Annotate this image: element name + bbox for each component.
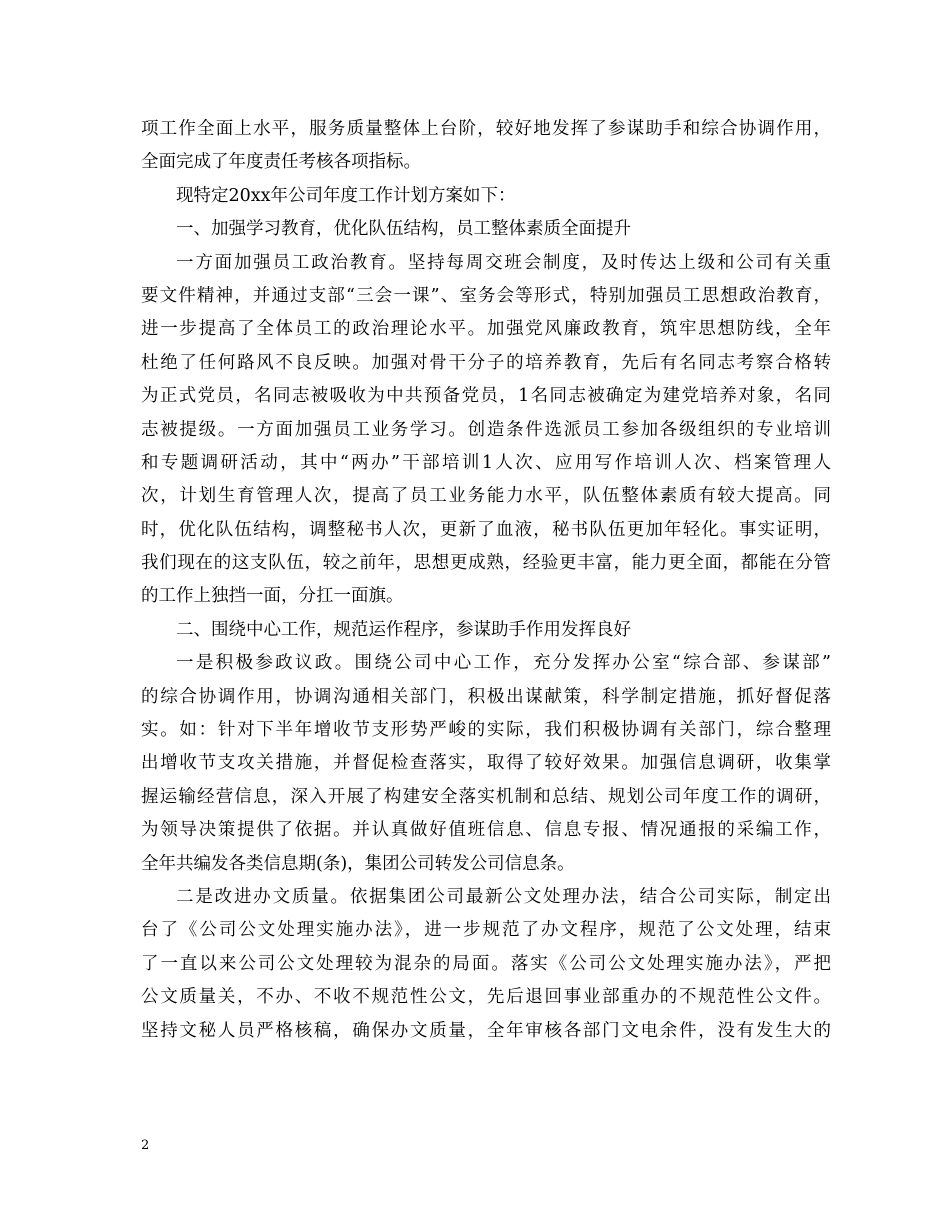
text-line: 台了《公司公文处理实施办法》，进一步规范了办文程序，规范了公文处理，结束 — [141, 920, 831, 941]
text-line: 的综合协调作用，协调沟通相关部门，积极出谋献策，科学制定措施，抓好督促落 — [141, 686, 831, 707]
section-heading: 一、加强学习教育，优化队伍结构，员工整体素质全面提升 — [176, 219, 631, 240]
section-heading: 二、围绕中心工作，规范运作程序，参谋助手作用发挥良好 — [176, 619, 631, 640]
text-line: 志被提级。一方面加强员工业务学习。创造条件选派员工参加各级组织的专业培训 — [141, 419, 831, 440]
text-line: 为领导决策提供了依据。并认真做好值班信息、信息专报、情况通报的采编工作， — [141, 820, 831, 841]
text-line: 为正式党员，名同志被吸收为中共预备党员，1名同志被确定为建党培养对象，名同 — [141, 386, 831, 407]
text-line: 一方面加强员工政治教育。坚持每周交班会制度，及时传达上级和公司有关重 — [176, 252, 831, 273]
text-line: 的工作上独挡一面，分扛一面旗。 — [141, 586, 404, 607]
text-line: 坚持文秘人员严格核稿，确保办文质量，全年审核各部门文电余件，没有发生大的 — [141, 1020, 831, 1041]
text-line: 握运输经营信息，深入开展了构建安全落实机制和总结、规划公司年度工作的调研， — [141, 786, 831, 807]
text-line: 进一步提高了全体员工的政治理论水平。加强党风廉政教育，筑牢思想防线，全年 — [141, 319, 831, 340]
text-line: 一是积极参政议政。围绕公司中心工作，充分发挥办公室“综合部、参谋部” — [176, 653, 831, 674]
text-line: 我们现在的这支队伍，较之前年，思想更成熟，经验更丰富，能力更全面，都能在分管 — [141, 553, 831, 574]
text-line: 项工作全面上水平，服务质量整体上台阶，较好地发挥了参谋助手和综合协调作用， — [141, 119, 831, 139]
text-line: 时，优化队伍结构，调整秘书人次，更新了血液，秘书队伍更加年轻化。事实证明， — [141, 519, 831, 540]
page-number: 2 — [141, 1138, 150, 1153]
text-line: 杜绝了任何路风不良反映。加强对骨干分子的培养教育，先后有名同志考察合格转 — [141, 352, 831, 373]
text-line: 和专题调研活动，其中“两办”干部培训1人次、应用写作培训人次、档案管理人 — [141, 452, 831, 473]
text-line: 二是改进办文质量。依据集团公司最新公文处理办法，结合公司实际，制定出 — [176, 886, 831, 907]
text-line: 出增收节支攻关措施，并督促检查落实，取得了较好效果。加强信息调研，收集掌 — [141, 753, 831, 774]
text-line: 公文质量关，不办、不收不规范性公文，先后退回事业部重办的不规范性公文件。 — [141, 987, 831, 1008]
text-line: 现特定20xx年公司年度工作计划方案如下： — [176, 185, 516, 206]
text-line: 实。如：针对下半年增收节支形势严峻的实际，我们积极协调有关部门，综合整理 — [141, 720, 831, 741]
document-body — [141, 113, 831, 1048]
text-line: 全年共编发各类信息期(条)，集团公司转发公司信息条。 — [141, 853, 575, 874]
text-line: 全面完成了年度责任考核各项指标。 — [141, 152, 421, 173]
text-line: 了一直以来公司公文处理较为混杂的局面。落实《公司公文处理实施办法》，严把 — [141, 953, 831, 974]
text-line: 要文件精神，并通过支部“三会一课”、室务会等形式，特别加强员工思想政治教育， — [141, 285, 831, 306]
text-line: 次，计划生育管理人次，提高了员工业务能力水平，队伍整体素质有较大提高。同 — [141, 486, 831, 507]
